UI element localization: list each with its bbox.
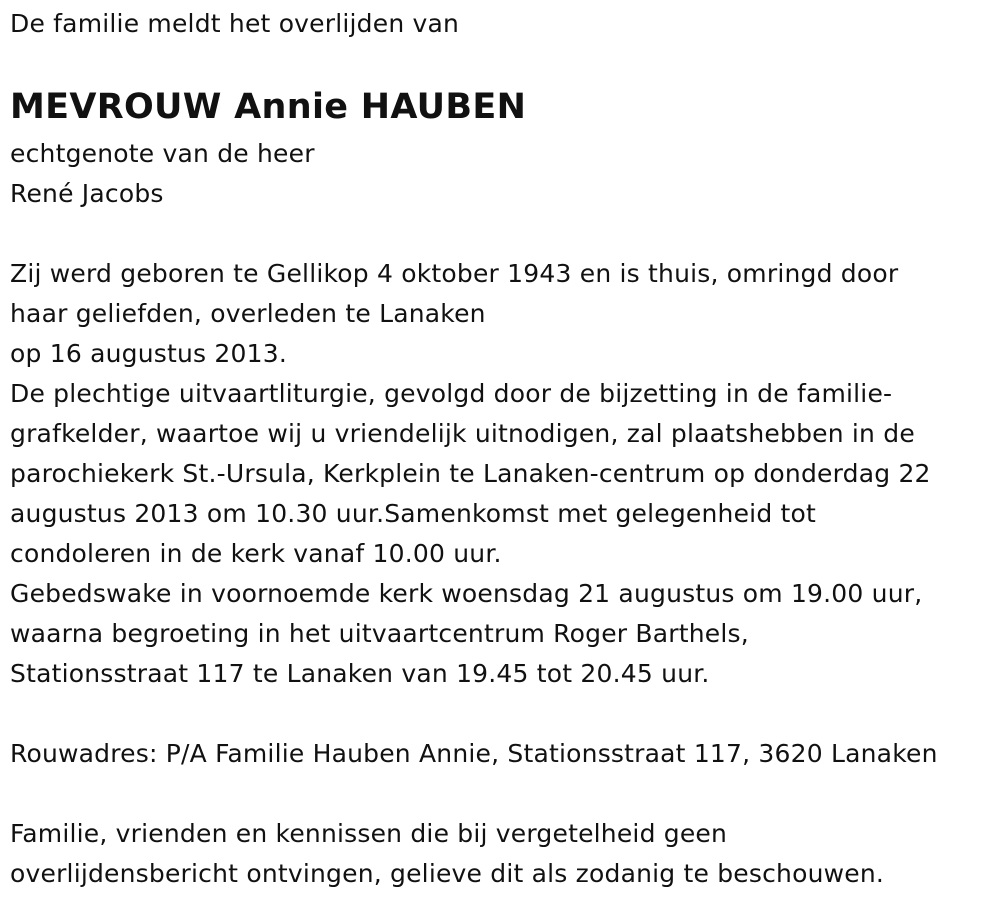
announcement-line: haar geliefden, overleden te Lanaken — [10, 299, 486, 328]
deceased-name: MEVROUW Annie HAUBEN — [10, 87, 527, 127]
closing-paragraph — [10, 814, 985, 894]
spouse-line: echtgenote van de heer — [10, 139, 315, 168]
announcement-line: De plechtige uitvaartliturgie, gevolgd door de bijzetting in de familie- — [10, 379, 893, 408]
spacer — [10, 694, 985, 734]
intro-text: De familie meldt het overlijden van — [10, 9, 460, 38]
spouse-block — [10, 134, 985, 214]
spacer — [10, 214, 985, 254]
announcement-line: augustus 2013 om 10.30 uur.Samenkomst met gelegenheid tot — [10, 499, 817, 528]
announcement-line: Gebedswake in voornoemde kerk woensdag 21 augustus om 19.00 uur, — [10, 579, 923, 608]
announcement-paragraph — [10, 254, 985, 694]
mourning-address: Rouwadres: P/A Familie Hauben Annie, Stationsstraat 117, 3620 Lanaken — [10, 739, 938, 768]
spacer — [10, 774, 985, 814]
spouse-name: René Jacobs — [10, 179, 164, 208]
announcement-line: Stationsstraat 117 te Lanaken van 19.45 tot 20.45 uur. — [10, 659, 710, 688]
announcement-line: op 16 augustus 2013. — [10, 339, 287, 368]
death-notice — [10, 4, 985, 894]
announcement-line: parochiekerk St.-Ursula, Kerkplein te Lanaken-centrum op donderdag 22 — [10, 459, 931, 488]
closing-line: overlijdensbericht ontvingen, gelieve dit als zodanig te beschouwen. — [10, 859, 885, 888]
announcement-line: waarna begroeting in het uitvaartcentrum Roger Barthels, — [10, 619, 749, 648]
announcement-line: grafkelder, waartoe wij u vriendelijk uitnodigen, zal plaatshebben in de — [10, 419, 915, 448]
announcement-line: Zij werd geboren te Gellikop 4 oktober 1943 en is thuis, omringd door — [10, 259, 899, 288]
closing-line: Familie, vrienden en kennissen die bij vergetelheid geen — [10, 819, 728, 848]
announcement-line: condoleren in de kerk vanaf 10.00 uur. — [10, 539, 502, 568]
